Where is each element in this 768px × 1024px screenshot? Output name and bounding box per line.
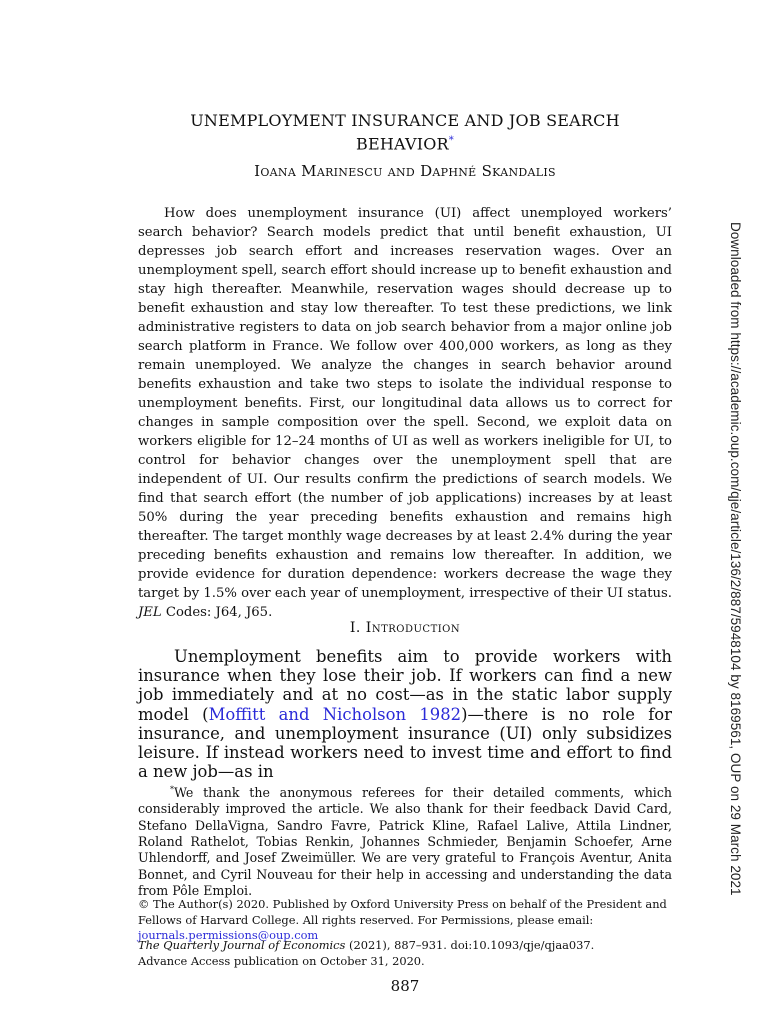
citation-link[interactable]: Moffitt and Nicholson 1982 [208, 704, 462, 724]
article-title-line-1: UNEMPLOYMENT INSURANCE AND JOB SEARCH [190, 111, 620, 130]
intro-text-after: )—there is no role for insurance, and unemployment insurance (UI) only subsidizes leisure. If instead workers need to invest time and effort to find a new job—as in [138, 704, 673, 782]
download-stamp [723, 222, 747, 896]
page-number: 887 [390, 977, 420, 995]
journal-name: The Quarterly Journal of Economics [138, 938, 346, 952]
jel-label: JEL [138, 605, 162, 620]
journal-details: (2021), 887–931. doi:10.1093/qje/qjaa037. [349, 938, 595, 952]
footnote-text: We thank the anonymous referees for their detailed comments, which considerably improved the article. We also thank for their feedback David Card, Stefano DellaVigna, Sandro Favre, Patrick Kline, Rafael Lalive, Attila Lindner, Roland Rathelot, Tobias Renkin, Johannes Schmieder, Benjamin Schoefer, Arne Uhlendorff, and Josef Zweimüller. We are very grateful to François Aventur, Anita Bonnet, and Cyril Nouveau for their help in accessing and understanding the data from Pôle Emploi. [138, 785, 672, 898]
authors: Ioana Marinescu and Daphné Skandalis [254, 162, 556, 180]
section-heading-introduction: I. Introduction [349, 620, 461, 636]
abstract [138, 204, 672, 622]
permissions-email-link[interactable]: journals.permissions@oup.com [138, 928, 319, 942]
article-title [140, 111, 670, 154]
abstract-text: How does unemployment insurance (UI) affect unemployed workers’ search behavior? Search models predict that until benefit exhaustion, UI depresses job search effort and increases reservation wages. Over an unemployment spell, search effort should increase up to benefit exhaustion and stay high thereafter. Meanwhile, reservation wages should decrease up to benefit exhaustion and stay low thereafter. To test these predictions, we link administrative registers to data on job search behavior from a major online job search platform in France. We follow over 400,000 workers, as long as they remain unemployed. We analyze the changes in search behavior around benefits exhaustion and take two steps to isolate the individual response to unemployment benefits. First, our longitudinal data allows us to correct for changes in sample composition over the spell. Second, we exploit data on workers eligible for 12–24 months of UI as well as workers ineligible for UI, to control for behavior changes over the unemployment spell that are independent of UI. Our results confirm the predictions of search models. We find that search effort (the number of job applications) increases by at least 50% during the year preceding benefits exhaustion and remains high thereafter. The target monthly wage decreases by at least 2.4% during the year preceding benefits exhaustion and remains low thereafter. In addition, we provide evidence for duration dependence: workers decrease the wage they target by 1.5% over each year of unemployment, irrespective of their UI status. [138, 206, 672, 601]
article-title-line-2 [140, 131, 670, 154]
copyright-notice [138, 897, 672, 944]
acknowledgments-footnote [138, 782, 672, 899]
article-title-line-2-text: BEHAVIOR [356, 134, 449, 154]
journal-citation [138, 938, 672, 954]
intro-text-before: Unemployment benefits aim to provide workers with insurance when they lose their job. If workers can find a new job immediately and at no cost—as in the static labor supply model ( [138, 647, 672, 724]
copyright-text: © The Author(s) 2020. Published by Oxford University Press on behalf of the President and Fellows of Harvard College. All rights reserved. For Permissions, please email: [138, 897, 667, 927]
introduction-paragraph [138, 647, 672, 781]
download-stamp-text: Downloaded from https://academic.oup.com/qje/article/136/2/887/5948104 by 8169561, OUP on 29 March 2021 [728, 222, 743, 896]
jel-codes: Codes: J64, J65. [165, 605, 273, 620]
footnote-marker: * [170, 785, 174, 794]
title-footnote-marker[interactable]: * [448, 135, 454, 146]
advance-access-notice: Advance Access publication on October 31, 2020. [138, 954, 425, 968]
